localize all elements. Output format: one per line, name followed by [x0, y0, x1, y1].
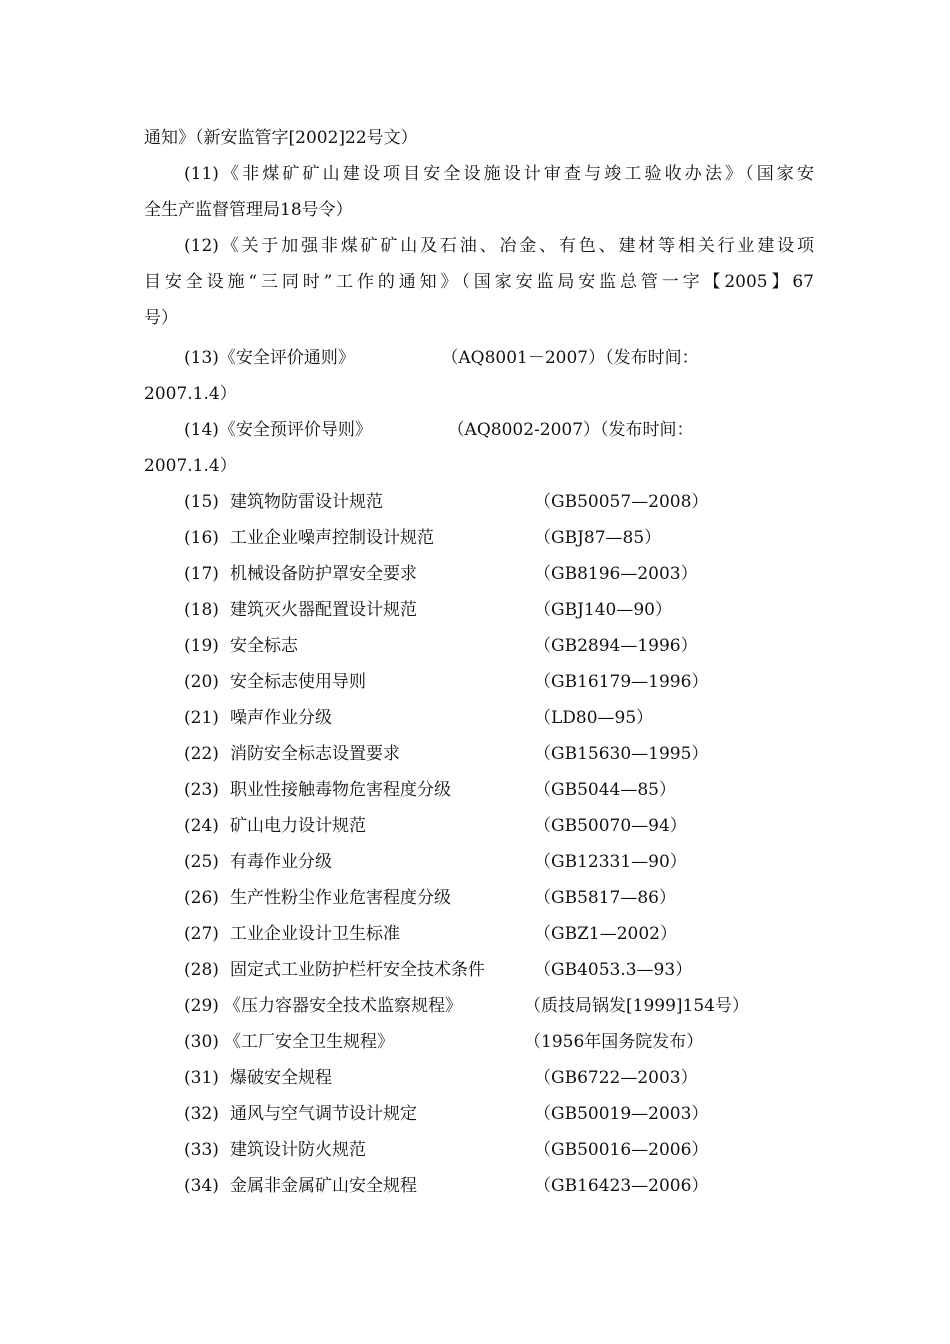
- reference-number: (34): [184, 1176, 219, 1196]
- reference-number: (27): [184, 924, 219, 944]
- reference-title: 通风与空气调节设计规定: [230, 1104, 417, 1124]
- paragraph-12-line-3: 号）: [144, 308, 178, 328]
- reference-title: 《压力容器安全技术监察规程》: [224, 996, 462, 1016]
- reference-number: (15): [184, 492, 219, 512]
- reference-code: （GB16423—2006）: [534, 1176, 709, 1196]
- list-item: [184, 670, 814, 694]
- reference-title: 矿山电力设计规范: [230, 816, 366, 836]
- reference-code: （GBZ1—2002）: [534, 924, 677, 944]
- reference-number: (29): [184, 996, 219, 1016]
- paragraph-14-line-2: 2007.1.4）: [144, 456, 237, 476]
- reference-number: (19): [184, 636, 219, 656]
- list-item: [184, 490, 814, 514]
- paragraph-12-line-1: (12)《关于加强非煤矿矿山及石油、冶金、有色、建材等相关行业建设项: [184, 236, 814, 256]
- reference-code: （GB15630—1995）: [534, 744, 709, 764]
- paragraph-12-line-2: 目安全设施“三同时”工作的通知》（国家安监局安监总管一字【2005】67: [144, 272, 814, 292]
- reference-code: （GB50057—2008）: [534, 492, 709, 512]
- reference-number: (20): [184, 672, 219, 692]
- reference-number: (32): [184, 1104, 219, 1124]
- list-item: [184, 598, 814, 622]
- reference-title: 建筑物防雷设计规范: [230, 492, 383, 512]
- list-item: [184, 1066, 814, 1090]
- paragraph-11-line-2: 全生产监督管理局18号令）: [144, 200, 353, 220]
- reference-code: （GB8196—2003）: [534, 564, 698, 584]
- list-item: [184, 778, 814, 802]
- reference-code: （GBJ87—85）: [534, 528, 662, 548]
- reference-title: 金属非金属矿山安全规程: [230, 1176, 417, 1196]
- reference-number: (17): [184, 564, 219, 584]
- reference-code: （GB6722—2003）: [534, 1068, 698, 1088]
- reference-title: 安全标志使用导则: [230, 672, 366, 692]
- reference-number: (30): [184, 1032, 219, 1052]
- reference-code: （GB50016—2006）: [534, 1140, 709, 1160]
- reference-title: 爆破安全规程: [230, 1068, 332, 1088]
- list-item: [184, 526, 814, 550]
- reference-number: (23): [184, 780, 219, 800]
- reference-title: 建筑设计防火规范: [230, 1140, 366, 1160]
- reference-title: 消防安全标志设置要求: [230, 744, 400, 764]
- list-item: [184, 958, 814, 982]
- reference-code: （1956年国务院发布）: [524, 1032, 704, 1052]
- list-item: [184, 1030, 814, 1054]
- reference-code: （GB4053.3—93）: [534, 960, 693, 980]
- reference-title: 《工厂安全卫生规程》: [224, 1032, 394, 1052]
- list-item: [184, 850, 814, 874]
- list-item: [184, 562, 814, 586]
- reference-code: （GB5044—85）: [534, 780, 676, 800]
- reference-code: （GB2894—1996）: [534, 636, 698, 656]
- reference-code: （GB50019—2003）: [534, 1104, 709, 1124]
- paragraph-13-line-1: (13)《安全评价通则》 （AQ8001－2007）（发布时间：: [184, 348, 699, 368]
- paragraph-13-line-2: 2007.1.4）: [144, 384, 237, 404]
- paragraph-14-line-1: (14)《安全预评价导则》 （AQ8002-2007）（发布时间：: [184, 420, 694, 440]
- reference-number: (16): [184, 528, 219, 548]
- list-item: [184, 922, 814, 946]
- reference-title: 机械设备防护罩安全要求: [230, 564, 417, 584]
- reference-code: （GB50070—94）: [534, 816, 687, 836]
- reference-number: (31): [184, 1068, 219, 1088]
- reference-code: （GB16179—1996）: [534, 672, 709, 692]
- reference-code: （GBJ140—90）: [534, 600, 672, 620]
- reference-code: （GB5817—86）: [534, 888, 676, 908]
- reference-title: 工业企业设计卫生标准: [230, 924, 400, 944]
- reference-title: 固定式工业防护栏杆安全技术条件: [230, 960, 485, 980]
- reference-number: (25): [184, 852, 219, 872]
- list-item: [184, 706, 814, 730]
- reference-number: (33): [184, 1140, 219, 1160]
- reference-title: 建筑灭火器配置设计规范: [230, 600, 417, 620]
- paragraph-11-line-1: (11)《非煤矿矿山建设项目安全设施设计审查与竣工验收办法》（国家安: [184, 164, 814, 184]
- reference-code: （质技局锅发[1999]154号）: [524, 996, 749, 1016]
- reference-number: (26): [184, 888, 219, 908]
- list-item: [184, 742, 814, 766]
- reference-title: 噪声作业分级: [230, 708, 332, 728]
- reference-number: (24): [184, 816, 219, 836]
- reference-code: （GB12331—90）: [534, 852, 687, 872]
- reference-number: (22): [184, 744, 219, 764]
- reference-title: 职业性接触毒物危害程度分级: [230, 780, 451, 800]
- list-item: [184, 994, 814, 1018]
- list-item: [184, 634, 814, 658]
- reference-title: 生产性粉尘作业危害程度分级: [230, 888, 451, 908]
- reference-number: (21): [184, 708, 219, 728]
- list-item: [184, 1138, 814, 1162]
- reference-number: (28): [184, 960, 219, 980]
- list-item: [184, 886, 814, 910]
- reference-title: 安全标志: [230, 636, 298, 656]
- reference-title: 有毒作业分级: [230, 852, 332, 872]
- list-item: [184, 1102, 814, 1126]
- paragraph-10-tail: 通知》（新安监管字[2002]22号文）: [144, 128, 418, 148]
- reference-number: (18): [184, 600, 219, 620]
- reference-code: （LD80—95）: [534, 708, 654, 728]
- list-item: [184, 814, 814, 838]
- reference-title: 工业企业噪声控制设计规范: [230, 528, 434, 548]
- list-item: [184, 1174, 814, 1198]
